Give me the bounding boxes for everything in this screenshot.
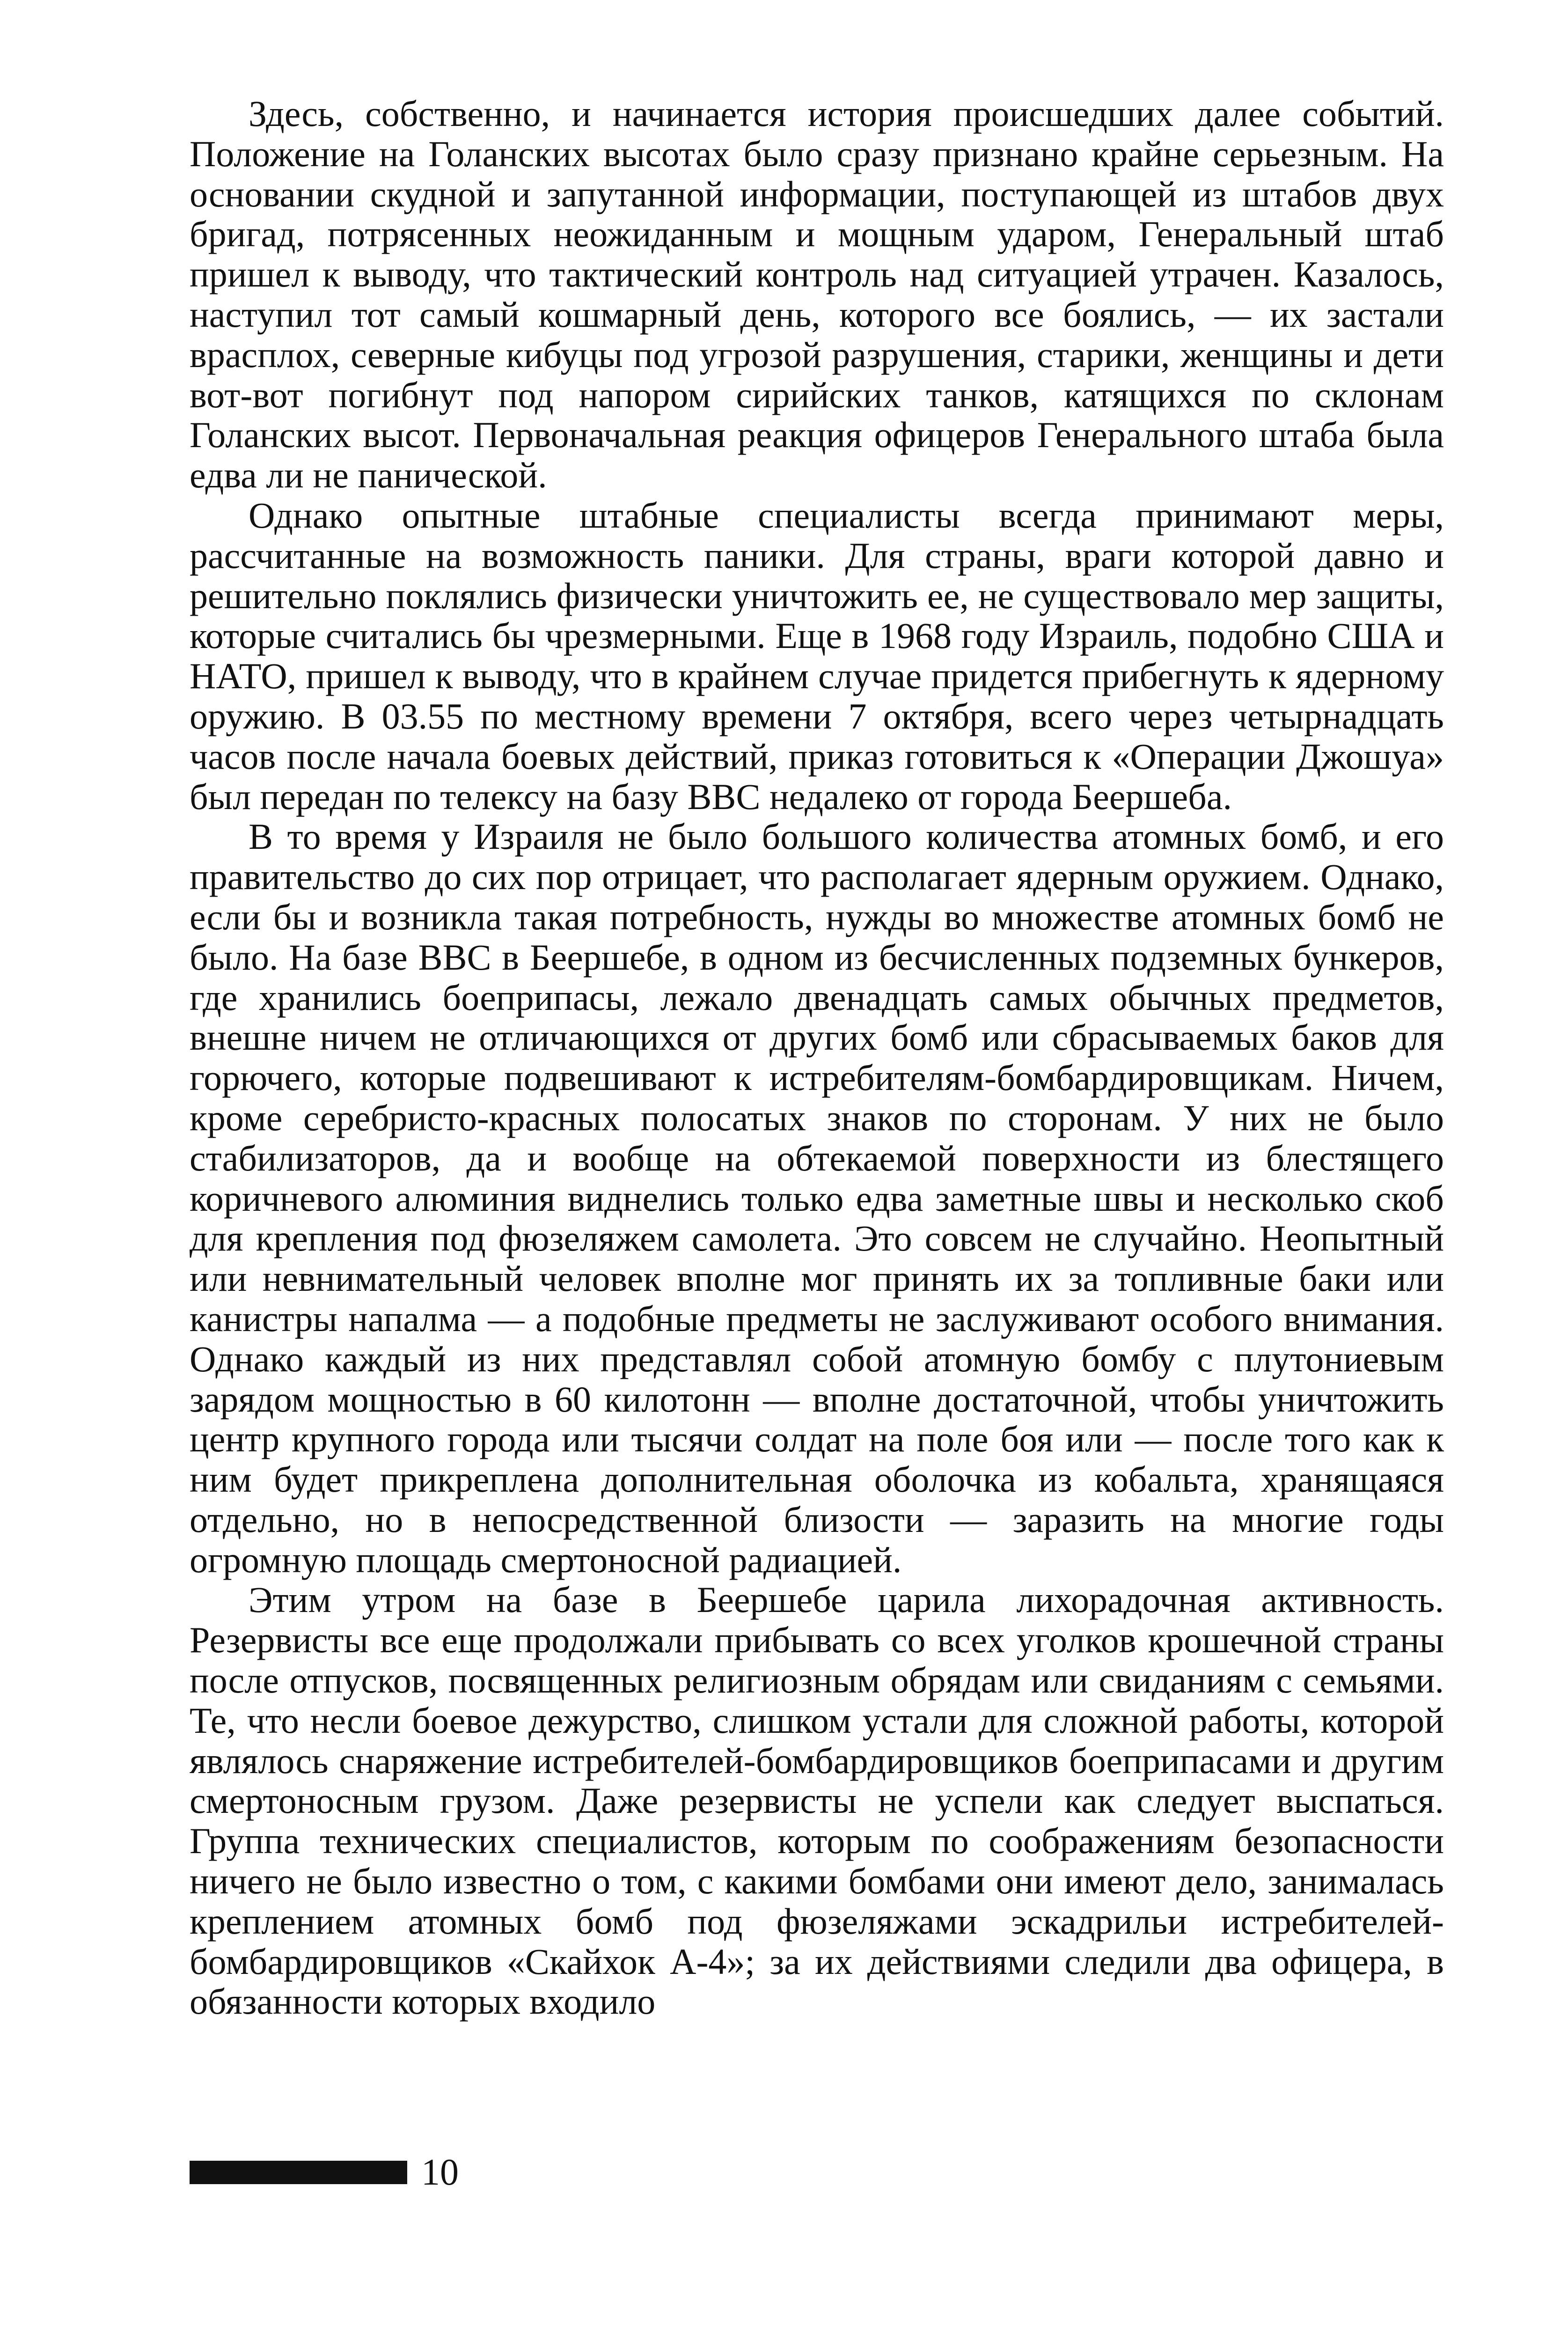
page-body xyxy=(190,94,1444,2022)
paragraph-2: Однако опытные штабные специалисты всегда принимают меры, рассчитанные на возможность паники. Для страны, враги которой давно и решительно поклялись физически уничтожить ее, не существовало мер защиты, которые считались бы чрезмерными. Еще в 1968 году Израиль, подобно США и НАТО, пришел к выводу, что в крайнем случае придется прибегнуть к ядерному оружию. В 03.55 по местному времени 7 октября, всего через четырнадцать часов после начала боевых действий, приказ готовиться к «Операции Джошуа» был передан по телексу на базу ВВС недалеко от города Беершеба. xyxy=(190,494,1444,817)
paragraph-1: Здесь, собственно, и начинается история происшедших далее событий. Положение на Голанских высотах было сразу признано крайне серьезным. На основании скудной и запутанной информации, поступающей из штабов двух бригад, потрясенных неожиданным и мощным ударом, Генеральный штаб пришел к выводу, что тактический контроль над ситуацией утрачен. Казалось, наступил тот самый кошмарный день, которого все боялись, — их застали врасплох, северные кибуцы под угрозой разрушения, старики, женщины и дети вот-вот погибнут под напором сирийских танков, катящихся по склонам Голанских высот. Первоначальная реакция офицеров Генерального штаба была едва ли не панической. xyxy=(190,93,1444,496)
paragraph-4: Этим утром на базе в Беершебе царила лихорадочная активность. Резервисты все еще продолжали прибывать со всех уголков крошечной страны после отпусков, посвященных религиозным обрядам или свиданиям с семьями. Те, что несли боевое дежурство, слишком устали для сложной работы, которой являлось снаряжение истребителей-бомбардировщиков боеприпасами и другим смертоносным грузом. Даже резервисты не успели как следует выспаться. Группа технических специалистов, которым по соображениям безопасности ничего не было известно о том, с какими бомбами они имеют дело, занималась креплением атомных бомб под фюзеляжами эскадрильи истребителей-бомбардировщиков «Скайхок А-4»; за их действиями следили два офицера, в обязанности которых входило xyxy=(190,1579,1444,2022)
paragraph-3: В то время у Израиля не было большого количества атомных бомб, и его правительство до сих пор отрицает, что располагает ядерным оружием. Однако, если бы и возникла такая потребность, нужды во множестве атомных бомб не было. На базе ВВС в Беершебе, в одном из бесчисленных подземных бункеров, где хранились боеприпасы, лежало двенадцать самых обычных предметов, внешне ничем не отличающихся от других бомб или сбрасываемых баков для горючего, которые подвешивают к истребителям-бомбардировщикам. Ничем, кроме серебристо-красных полосатых знаков по сторонам. У них не было стабилизаторов, да и вообще на обтекаемой поверхности из блестящего коричневого алюминия виднелись только едва заметные швы и несколько скоб для крепления под фюзеляжем самолета. Это совсем не случайно. Неопытный или невнимательный человек вполне мог принять их за топливные баки или канистры напалма — а подобные предметы не заслуживают особого внимания. Однако каждый из них представлял собой атомную бомбу с плутониевым зарядом мощностью в 60 килотонн — вполне достаточной, чтобы уничтожить центр крупного города или тысячи солдат на поле боя или — после того как к ним будет прикреплена дополнительная оболочка из кобальта, хранящаяся отдельно, но в непосредственной близости — заразить на многие годы огромную площадь смертоносной радиацией. xyxy=(190,816,1444,1580)
page-number: 10 xyxy=(421,2152,459,2193)
footer-bar xyxy=(190,2161,407,2184)
page-footer xyxy=(190,2151,459,2194)
